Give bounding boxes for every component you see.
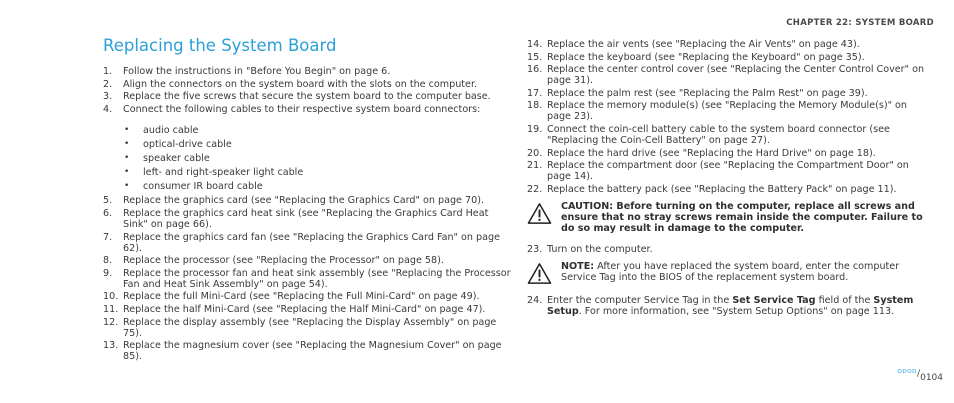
list-item: • left- and right-speaker light cable [124, 167, 304, 179]
step-item [103, 255, 513, 266]
step-number: 19. [527, 123, 543, 135]
step-item [527, 244, 927, 255]
step-number: 24. [527, 294, 543, 306]
step-item [103, 268, 513, 290]
note-label: NOTE: [561, 260, 595, 272]
step-text: Replace the half Mini-Card (see "Replacing the Half Mini-Card" on page 47). [123, 303, 486, 315]
step-number: 14. [527, 39, 543, 50]
step-number: 9. [103, 267, 113, 279]
step-item [103, 91, 513, 102]
step-text: Replace the full Mini-Card (see "Replacing the Full Mini-Card" on page 49). [123, 291, 480, 303]
step-number: 2. [103, 78, 113, 90]
step-number: 15. [527, 51, 543, 63]
caution-box [527, 201, 927, 234]
step-number: 13. [103, 340, 119, 352]
step-number: 11. [103, 303, 119, 315]
page-number-value: 0104 [920, 373, 943, 383]
step-item [527, 100, 927, 122]
step-number: 6. [103, 207, 113, 219]
step-item [103, 104, 513, 115]
chapter-header: CHAPTER 22: SYSTEM BOARD [786, 18, 934, 28]
step-item [103, 340, 513, 362]
cable-list [124, 125, 513, 192]
step-text: Turn on the computer. [547, 243, 653, 255]
step-item [527, 160, 927, 182]
step-number: 23. [527, 243, 543, 255]
step-text: Replace the graphics card heat sink (see "Replacing the Graphics Card Heat Sink" on page 66). [123, 207, 489, 230]
step-item [103, 304, 513, 315]
step-item [527, 148, 927, 159]
set-service-tag-label: Set Service Tag [732, 294, 816, 306]
step-text: Replace the center control cover (see "Replacing the Center Control Cover" on page 31). [547, 64, 925, 87]
step-number: 5. [103, 195, 113, 207]
step-item [527, 64, 927, 86]
step-item [103, 79, 513, 90]
list-item: • consumer IR board cable [124, 181, 263, 193]
step-item [527, 88, 927, 99]
step-item [103, 291, 513, 302]
step-item [527, 39, 927, 50]
left-column [103, 66, 513, 364]
step-text: Replace the five screws that secure the system board to the computer base. [123, 91, 491, 103]
step-number: 10. [103, 291, 119, 303]
step-text: Follow the instructions in "Before You Begin" on page 6. [123, 66, 391, 77]
step-text: Replace the processor fan and heat sink assembly (see "Replacing the Processor Fan and Heat Sink Assembly" on page 54). [123, 267, 511, 290]
warning-triangle-icon [527, 261, 561, 285]
page-slash: / [917, 369, 921, 379]
note-body: After you have replaced the system board, enter the computer Service Tag into the BIOS of the replacement system board. [561, 260, 900, 283]
step-text: Connect the coin-cell battery cable to the system board connector (see "Replacing the Coin-Cell Battery" on page 27). [547, 123, 890, 146]
step-item [527, 295, 927, 317]
bullet-text: audio cable [143, 125, 199, 137]
step-number: 3. [103, 91, 113, 103]
step-number: 21. [527, 160, 543, 172]
page-number [897, 369, 943, 383]
list-item: • speaker cable [124, 153, 210, 165]
step-number: 22. [527, 183, 543, 195]
step-text: Replace the graphics card (see "Replacing the Graphics Card" on page 70). [123, 195, 484, 207]
step-text: Replace the keyboard (see "Replacing the Keyboard" on page 35). [547, 51, 865, 63]
step-number: 18. [527, 100, 543, 112]
step-number: 1. [103, 66, 113, 77]
bullet-text: consumer IR board cable [143, 181, 263, 193]
page-title: Replacing the System Board [103, 36, 337, 55]
step-number: 17. [527, 87, 543, 99]
step-number: 16. [527, 64, 543, 76]
step-text: Replace the display assembly (see "Replacing the Display Assembly" on page 75). [123, 316, 497, 339]
list-item: • optical-drive cable [124, 139, 232, 151]
step-item [103, 208, 513, 230]
bullet-text: speaker cable [143, 153, 210, 165]
step-text: Replace the air vents (see "Replacing the Air Vents" on page 43). [547, 39, 860, 50]
warning-triangle-icon [527, 201, 561, 234]
note-text [561, 261, 927, 285]
step-number: 4. [103, 103, 113, 115]
list-item: • audio cable [124, 125, 199, 137]
bullet-text: left- and right-speaker light cable [143, 167, 304, 179]
step-number: 7. [103, 231, 113, 243]
step-item [103, 66, 513, 77]
system-setup-label: System Setup [547, 294, 914, 317]
step-text: Replace the battery pack (see "Replacing the Battery Pack" on page 11). [547, 183, 897, 195]
alien-digits-glyph: ᴼᴰᴼᴰ [897, 369, 918, 379]
caution-text: CAUTION: Before turning on the computer, replace all screws and ensure that no stray screws remain inside the computer. Failure to do so may result in damage to the computer. [561, 200, 923, 234]
step-item [527, 124, 927, 146]
step-text: Replace the hard drive (see "Replacing the Hard Drive" on page 18). [547, 147, 876, 159]
step-item [103, 317, 513, 339]
step-text: Replace the compartment door (see "Replacing the Compartment Door" on page 14). [547, 160, 909, 183]
step-text: Replace the magnesium cover (see "Replacing the Magnesium Cover" on page 85). [123, 340, 502, 363]
step-text: Replace the memory module(s) (see "Replacing the Memory Module(s)" on page 23). [547, 100, 907, 123]
step-text: Replace the graphics card fan (see "Replacing the Graphics Card Fan" on page 62). [123, 231, 500, 254]
step-item [103, 195, 513, 206]
step-number: 12. [103, 316, 119, 328]
step-text: Replace the palm rest (see "Replacing the Palm Rest" on page 39). [547, 87, 868, 99]
step-item [527, 184, 927, 195]
step-text: Connect the following cables to their respective system board connectors: [123, 103, 481, 115]
step-text: Align the connectors on the system board with the slots on the computer. [123, 78, 478, 90]
step-text: Enter the computer Service Tag in the Set Service Tag field of the System Setup. For more information, see "System Setup Options" on page 113. [547, 294, 914, 317]
step-number: 8. [103, 255, 113, 267]
step-item [527, 52, 927, 63]
note-box [527, 261, 927, 285]
step-text: Replace the processor (see "Replacing the Processor" on page 58). [123, 255, 444, 267]
right-column [527, 39, 927, 318]
bullet-text: optical-drive cable [143, 139, 232, 151]
step-item [103, 232, 513, 254]
step-number: 20. [527, 147, 543, 159]
